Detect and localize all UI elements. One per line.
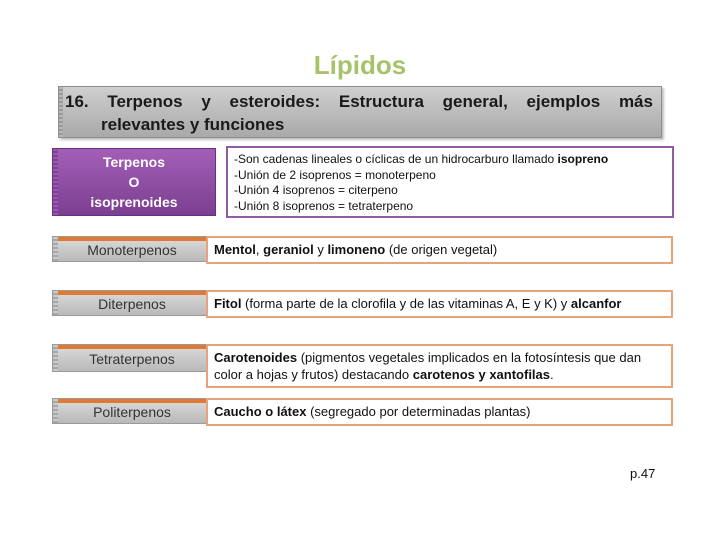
header-line-1 (65, 90, 653, 113)
header-word: Terpenos (107, 92, 183, 111)
terpenos-description-box (226, 146, 674, 218)
label-text: Politerpenos (93, 404, 171, 420)
label-line: Terpenos (103, 154, 165, 170)
politerpenos-box: Caucho o látex (segregado por determinadas plantas) (206, 398, 673, 426)
header-word: general, (442, 92, 508, 111)
label-text: Monoterpenos (87, 242, 177, 258)
label-politerpenos (52, 398, 212, 424)
label-text: Tetraterpenos (89, 351, 175, 367)
slide-title: Lípidos (313, 50, 407, 80)
header-word: ejemplos (526, 92, 601, 111)
point: -Unión de 2 isoprenos = monoterpeno (234, 167, 436, 182)
label-top-bar (53, 345, 211, 349)
point: -Unión 4 isoprenos = citerpeno (234, 183, 398, 197)
diterpenos-box: Fitol (forma parte de la clorofila y de las vitaminas A, E y K) y alcanfor (206, 290, 673, 318)
label-top-bar (53, 399, 211, 403)
header-word: más (618, 92, 653, 111)
label-stripe (53, 149, 58, 215)
label-top-bar (53, 237, 211, 241)
header-word: Estructura (338, 92, 424, 111)
page-number: p.47 (630, 466, 656, 481)
monoterpenos-box: Mentol, geraniol y limoneno (de origen vegetal) (206, 236, 673, 264)
label-tetraterpenos (52, 344, 212, 372)
header-line-2: relevantes y funciones (101, 115, 285, 134)
section-header (58, 86, 662, 138)
tetraterpenos-box: Carotenoides (pigmentos vegetales implicados en la fotosíntesis que dan color a hojas y frutos) destacando carotenos y xantofilas. (206, 344, 673, 388)
label-terpenos (52, 148, 216, 216)
label-diterpenos (52, 290, 212, 316)
point: -Son cadenas lineales o cíclicas de un hidrocarburo llamado isopreno (234, 152, 609, 166)
header-word: y (201, 92, 211, 111)
header-word: 16. (65, 92, 89, 111)
header-stripe (59, 87, 63, 137)
header-word: esteroides: (229, 92, 321, 111)
label-line: O (128, 174, 140, 190)
label-line: isoprenoides (90, 194, 178, 210)
point: -Unión 8 isoprenos = tetraterpeno (234, 198, 414, 213)
label-text: Diterpenos (98, 296, 166, 312)
label-top-bar (53, 291, 211, 295)
label-monoterpenos (52, 236, 212, 262)
